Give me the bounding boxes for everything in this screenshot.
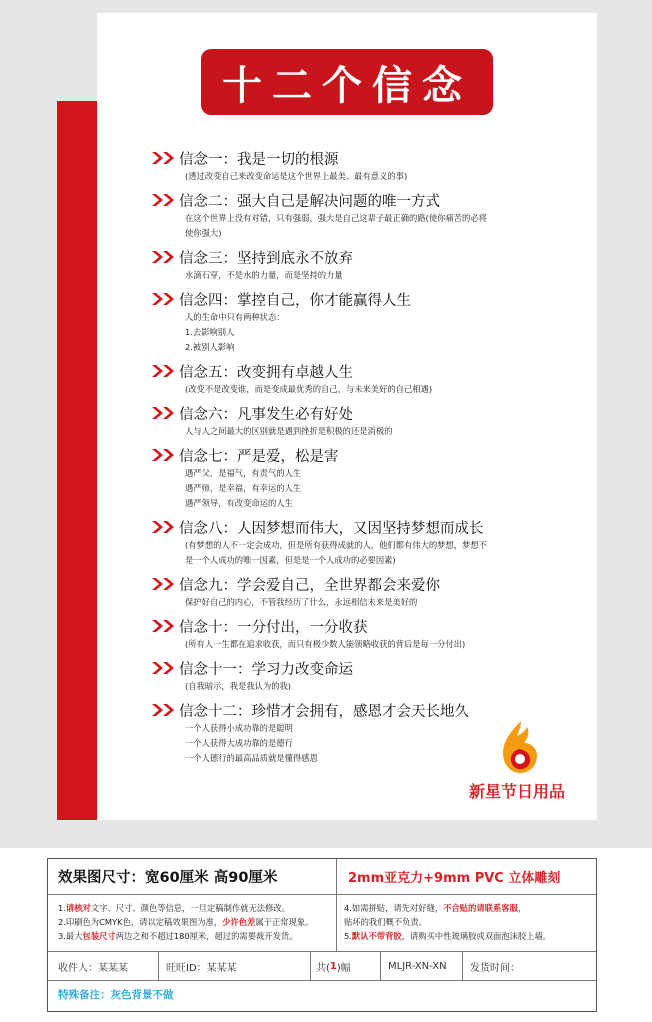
note-pre: 3.最大 [58, 931, 83, 941]
note-red: 少许色差 [222, 917, 256, 927]
belief-title: 信念十：一分付出，一分收获 [179, 619, 368, 636]
belief-line: (透过改变自己来改变命运是这个世界上最美、最有意义的事) [185, 171, 408, 181]
belief-line: (改变不是改变谁，而是变成最优秀的自己，与未来美好的自己相遇) [185, 384, 433, 394]
belief-line: 水滴石穿，不是水的力量，而是坚持的力量 [185, 270, 343, 280]
belief-item [151, 190, 571, 241]
belief-item [151, 658, 571, 694]
belief-description [151, 310, 571, 355]
double-chevron-icon [151, 661, 179, 675]
note-line [344, 929, 551, 943]
count-suffix: )幅 [336, 962, 351, 974]
double-chevron-icon [151, 520, 179, 534]
notes-left [58, 901, 313, 943]
notes-right [344, 901, 551, 943]
belief-heading [151, 190, 571, 210]
belief-line: (所有人一生都在追求收获，而只有极少数人能领略收获的背后是每一分付出) [185, 639, 466, 649]
belief-line: 在这个世界上没有对错，只有强弱，强大是自己这辈子最正确的路(使你痛苦的必将 [185, 213, 487, 223]
belief-heading [151, 517, 571, 537]
note-line [58, 929, 313, 943]
belief-title: 信念八：人因梦想而伟大，又因坚持梦想而成长 [179, 520, 484, 537]
brand-name: 新星节日用品 [468, 782, 565, 801]
recipient: 收件人：某某某 [58, 962, 128, 974]
belief-heading [151, 616, 571, 636]
belief-heading [151, 247, 571, 267]
belief-line: 人与人之间最大的区别就是遇到挫折是积极的还是消极的 [185, 426, 393, 436]
belief-heading [151, 658, 571, 678]
belief-title: 信念六：凡事发生必有好处 [179, 406, 353, 423]
spec-row-notes [48, 895, 596, 952]
note-line [344, 901, 551, 915]
belief-item [151, 403, 571, 439]
belief-item [151, 517, 571, 568]
belief-title: 信念五：改变拥有卓越人生 [179, 364, 353, 381]
belief-line: 遇严父，是福气，有责气的人生 [185, 468, 302, 478]
belief-line: 2.被别人影响 [185, 342, 235, 352]
belief-list [151, 148, 571, 772]
note-red: 不合贴的请联系客服 [443, 903, 518, 913]
note-pre: 5. [344, 931, 352, 941]
order-info-row [48, 951, 596, 981]
note-pre: 1. [58, 903, 66, 913]
belief-title: 信念三：坚持到底永不放弃 [179, 250, 353, 267]
belief-line: (有梦想的人不一定会成功，但是所有获得成就的人，他们都有伟大的梦想，梦想不 [185, 540, 487, 550]
note-line [58, 901, 313, 915]
note-post: 两边之和不超过180厘米，超过的需要裁开发货。 [115, 931, 298, 941]
note-red: 请核对 [65, 903, 91, 913]
belief-heading [151, 403, 571, 423]
belief-line: 遇严领导，有改变命运的人生 [185, 498, 293, 508]
belief-heading [151, 700, 571, 720]
belief-description [151, 169, 571, 184]
note-post: ， [517, 903, 527, 913]
belief-item [151, 247, 571, 283]
belief-line: 一个人获得大成功靠的是德行 [185, 738, 293, 748]
double-chevron-icon [151, 292, 179, 306]
note-line [344, 915, 551, 929]
note-pre: 贴坏的我们概不负责。 [344, 917, 427, 927]
belief-item [151, 289, 571, 355]
belief-item [151, 148, 571, 184]
belief-description [151, 679, 571, 694]
belief-line: 人的生命中只有两种状态： [185, 312, 285, 322]
double-chevron-icon [151, 577, 179, 591]
note-post: 属于正常现象。 [255, 917, 314, 927]
belief-description [151, 268, 571, 283]
double-chevron-icon [151, 619, 179, 633]
belief-title: 信念二：强大自己是解决问题的唯一方式 [179, 193, 440, 210]
belief-description [151, 424, 571, 439]
belief-heading [151, 289, 571, 309]
belief-title: 信念七：严是爱，松是害 [179, 448, 339, 465]
spec-row-size [48, 859, 596, 895]
spec-table [47, 858, 597, 1012]
belief-title: 信念十一：学习力改变命运 [179, 661, 353, 678]
double-chevron-icon [151, 448, 179, 462]
belief-description [151, 211, 571, 241]
title-banner [201, 49, 493, 115]
belief-description [151, 538, 571, 568]
belief-item [151, 574, 571, 610]
belief-heading [151, 361, 571, 381]
belief-line: 1.去影响别人 [185, 327, 235, 337]
double-chevron-icon [151, 151, 179, 165]
belief-line: 是一个人成功的唯一因素，但是是一个人成功的必要因素) [185, 555, 396, 565]
double-chevron-icon [151, 364, 179, 378]
product-code: MLJR-XN-XN [388, 960, 447, 972]
belief-line: 使你强大) [185, 228, 222, 238]
note-pre: 2.印刷色为CMYK色，请以定稿效果图为准， [58, 917, 223, 927]
belief-title: 信念九：学会爱自己，全世界都会来爱你 [179, 577, 440, 594]
note-post: 文字、尺寸、颜色等信息，一旦定稿制作就无法修改。 [90, 903, 290, 913]
double-chevron-icon [151, 406, 179, 420]
poster-board [97, 13, 597, 820]
belief-description [151, 637, 571, 652]
belief-title: 信念四：掌控自己，你才能赢得人生 [179, 292, 411, 309]
belief-item [151, 616, 571, 652]
note-pre: 4.如需拼贴，请先对好缝， [344, 903, 444, 913]
belief-title: 信念十二：珍惜才会拥有，感恩才会天长地久 [179, 703, 469, 720]
belief-title: 信念一：我是一切的根源 [179, 151, 339, 168]
size-label: 效果图尺寸：宽60厘米 高90厘米 [58, 870, 278, 886]
material-label: 2mm亚克力+9mm PVC 立体雕刻 [348, 871, 561, 886]
panel-count [316, 952, 351, 980]
double-chevron-icon [151, 193, 179, 207]
count-prefix: 共( [316, 962, 330, 974]
special-note: 特殊备注：灰色背景不做 [58, 989, 174, 1001]
belief-item [151, 445, 571, 511]
ship-time: 发货时间： [470, 962, 520, 974]
belief-description [151, 466, 571, 511]
belief-line: 遇严师，是幸福，有幸运的人生 [185, 483, 302, 493]
note-red: 默认不带背胶 [351, 931, 402, 941]
red-side-stripe [57, 101, 97, 820]
belief-description [151, 595, 571, 610]
belief-item [151, 361, 571, 397]
belief-description [151, 382, 571, 397]
double-chevron-icon [151, 703, 179, 717]
belief-heading [151, 148, 571, 168]
brand-logo [457, 719, 577, 809]
wangwang-id: 旺旺ID：某某某 [166, 962, 237, 974]
belief-heading [151, 574, 571, 594]
belief-line: (自我暗示，我是我认为的我) [185, 681, 292, 691]
double-chevron-icon [151, 250, 179, 264]
note-line [58, 915, 313, 929]
belief-line: 一个人获得小成功靠的是聪明 [185, 723, 293, 733]
note-post: ，请购买中性玻璃胶或双面泡沫胶上墙。 [401, 931, 552, 941]
belief-heading [151, 445, 571, 465]
belief-line: 保护好自己的内心，不管我经历了什么，永远相信未来是美好的 [185, 597, 418, 607]
belief-line: 一个人德行的最高品质就是懂得感恩 [185, 753, 318, 763]
poster-title: 十二个信念 [222, 62, 472, 109]
note-red: 包装尺寸 [82, 931, 116, 941]
flame-logo-icon [497, 719, 541, 775]
count-value: 1 [329, 960, 337, 972]
